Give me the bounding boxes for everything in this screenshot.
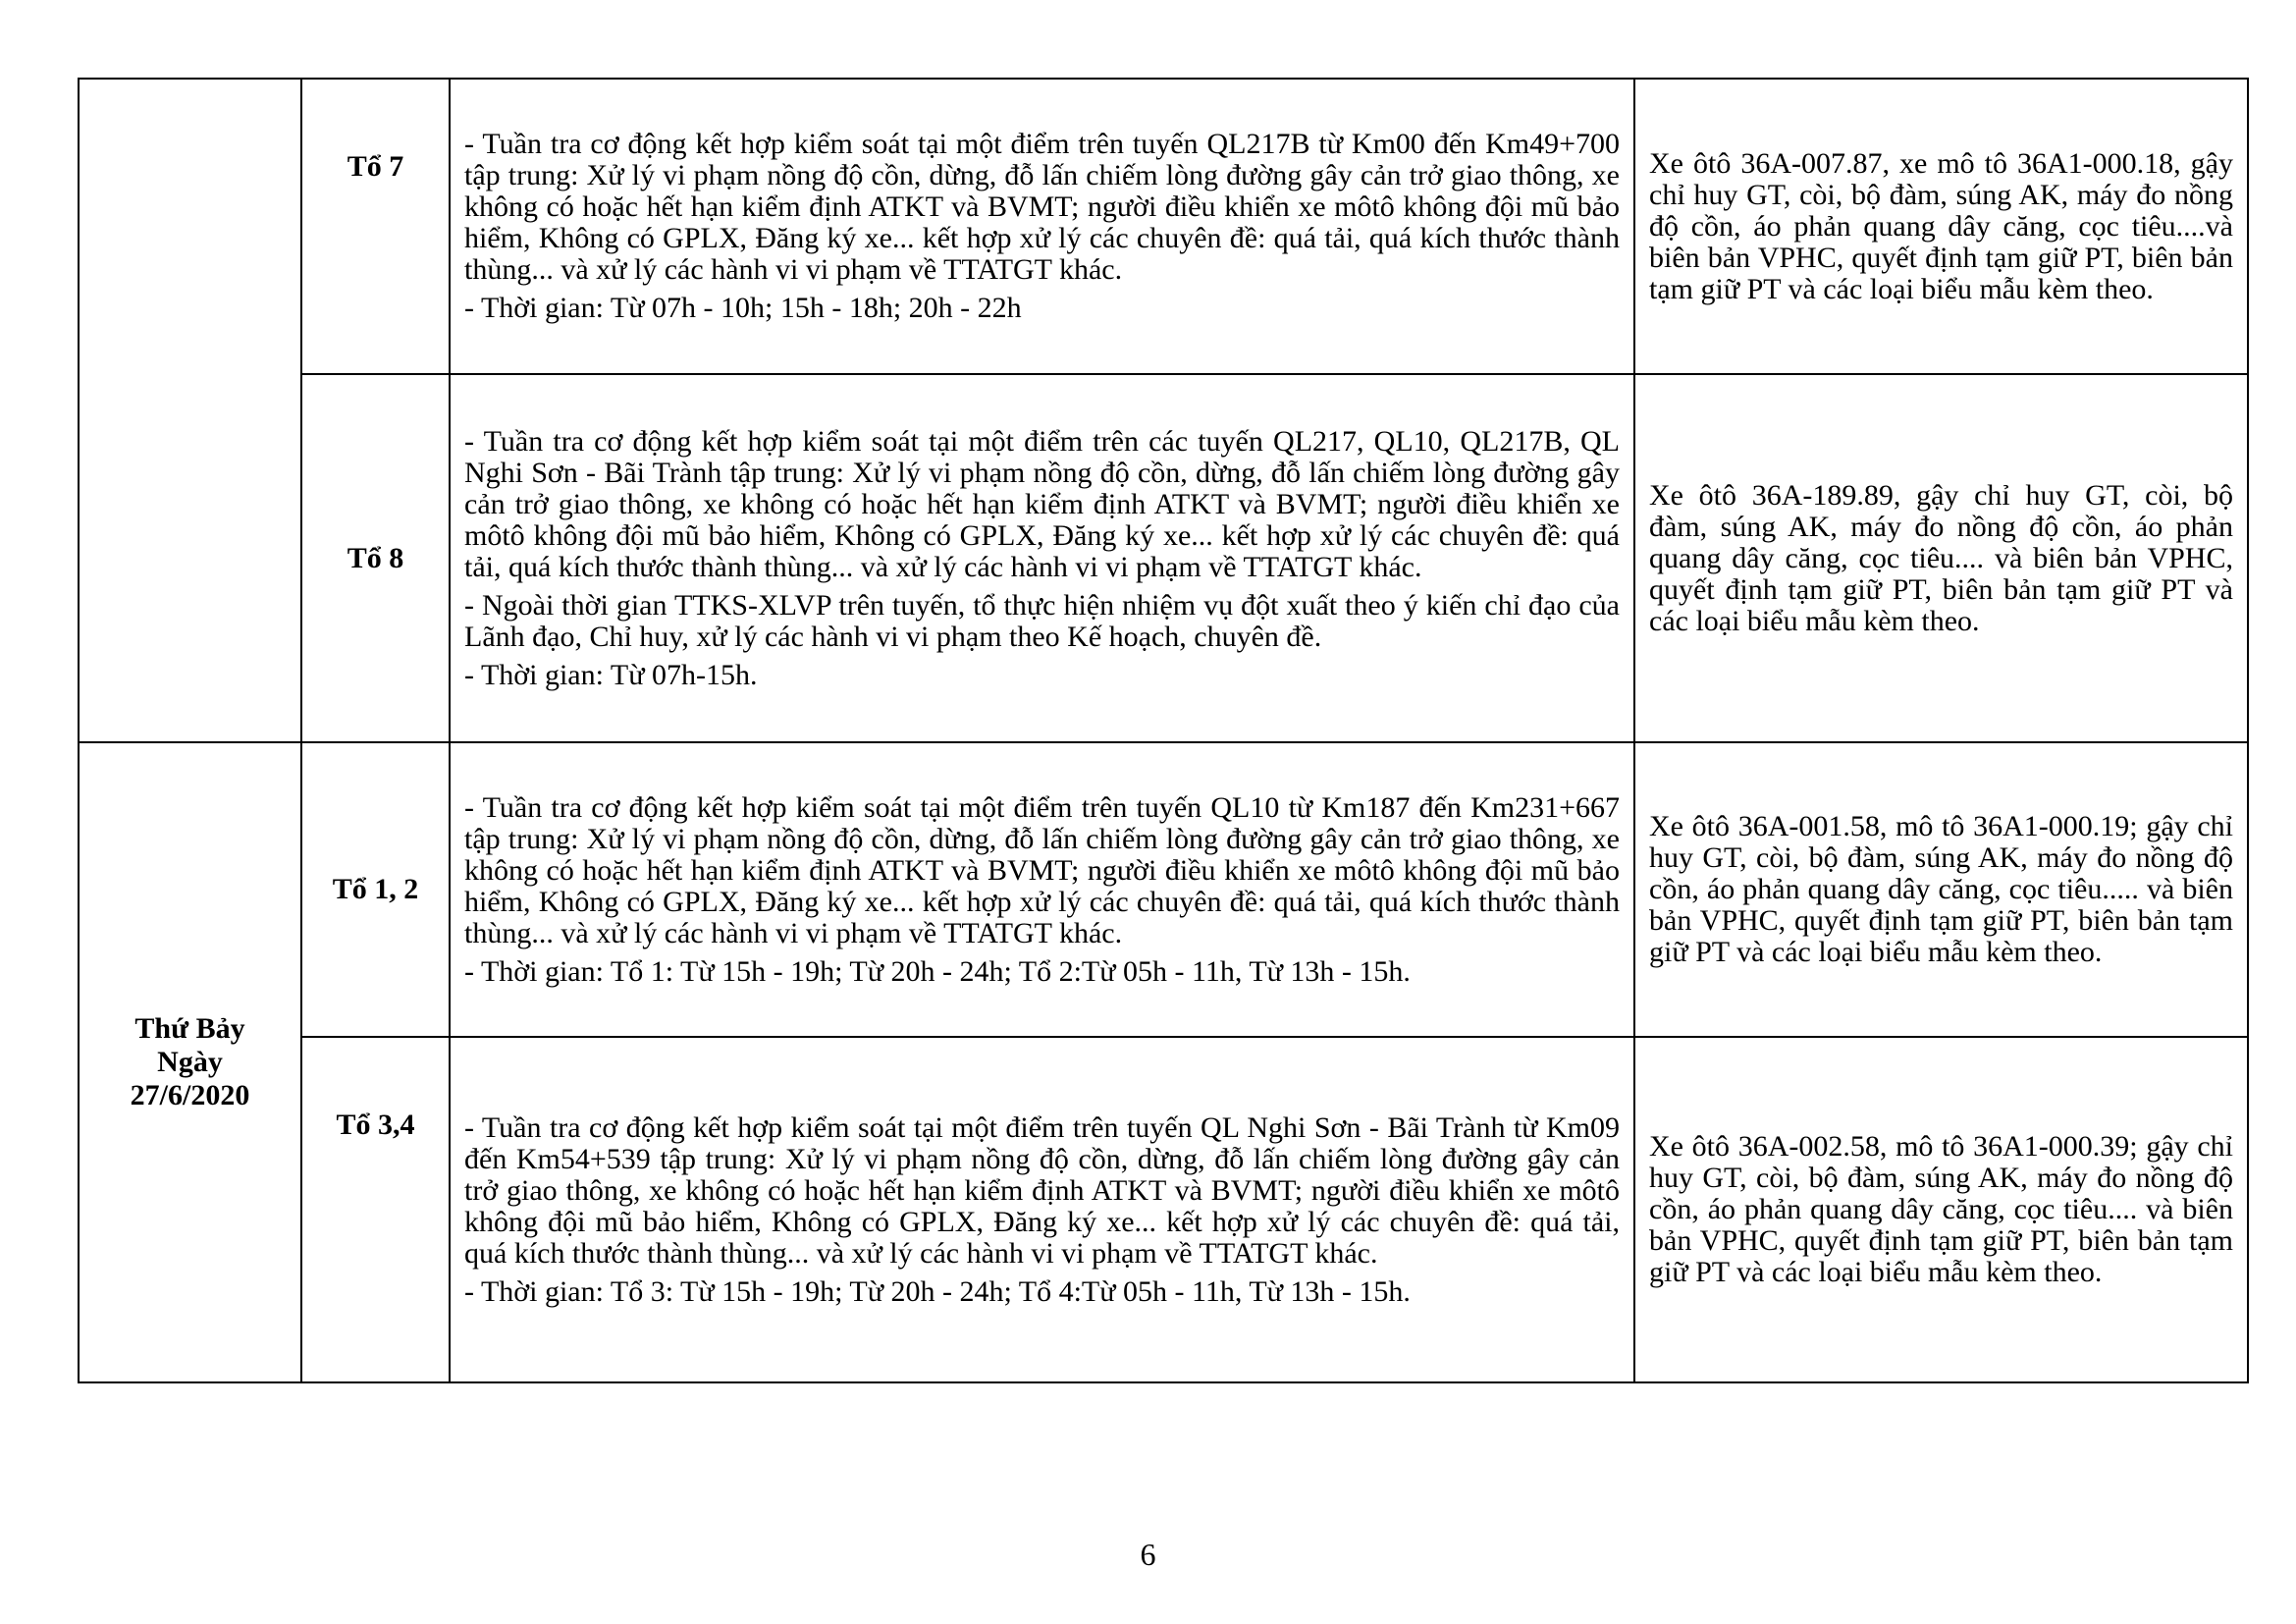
table-row — [79, 79, 2248, 374]
equipment-cell: Xe ôtô 36A-007.87, xe mô tô 36A1-000.18, gậy chỉ huy GT, còi, bộ đàm, súng AK, máy đo nồng độ cồn, áo phản quang dây căng, cọc tiêu....và biên bản VPHC, quyết định tạm giữ PT, biên bản tạm giữ PT và các loại biểu mẫu kèm theo. — [1634, 79, 2248, 374]
task-time: - Thời gian: Tổ 3: Từ 15h - 19h; Từ 20h - 24h; Tổ 4:Từ 05h - 11h, Từ 13h - 15h. — [464, 1274, 1411, 1308]
task-time: - Thời gian: Từ 07h - 10h; 15h - 18h; 20h - 22h — [464, 292, 1022, 324]
task-paragraph: - Tuần tra cơ động kết hợp kiểm soát tại một điểm trên tuyến QL10 từ Km187 đến Km231+667 tập trung: Xử lý vi phạm nồng độ cồn, dừng, đỗ lấn chiếm lòng đường gây cản trở giao thông, xe không có hoặc hết hạn kiểm định ATKT và BVMT; người điều khiển xe môtô không đội mũ bảo hiểm, Không có GPLX, Đăng ký xe... kết hợp xử lý các chuyên đề: quá tải, quá kích thước thành thùng... và xử lý các hành vi vi phạm về TTATGT khác. — [464, 790, 1620, 949]
team-cell: Tổ 1, 2 — [301, 742, 450, 1037]
task-cell — [450, 79, 1634, 374]
task-time: - Thời gian: Tổ 1: Từ 15h - 19h; Từ 20h - 24h; Tổ 2:Từ 05h - 11h, Từ 13h - 15h. — [464, 954, 1411, 988]
schedule-table — [78, 78, 2249, 1383]
page-number: 6 — [1140, 1537, 1156, 1572]
equipment-cell: Xe ôtô 36A-189.89, gậy chỉ huy GT, còi, bộ đàm, súng AK, máy đo nồng độ cồn, áo phản quang dây căng, cọc tiêu.... và biên bản VPHC, quyết định tạm giữ PT, biên bản tạm giữ PT và các loại biểu mẫu kèm theo. — [1634, 374, 2248, 742]
task-cell — [450, 742, 1634, 1037]
task-cell — [450, 1037, 1634, 1382]
day-date: 27/6/2020 — [130, 1079, 250, 1111]
task-paragraph: - Tuần tra cơ động kết hợp kiểm soát tại một điểm trên các tuyến QL217, QL10, QL217B, QL Nghi Sơn - Bãi Trành tập trung: Xử lý vi phạm nồng độ cồn, dừng, đỗ lấn chiếm lòng đường gây cản trở giao thông, xe không có hoặc hết hạn kiểm định ATKT và BVMT; người điều khiển xe môtô không đội mũ bảo hiểm, Không có GPLX, Đăng ký xe... kết hợp xử lý các chuyên đề: quá tải, quá kích thước thành thùng... và xử lý các hành vi vi phạm về TTATGT khác. — [464, 424, 1620, 583]
day-weekday: Thứ Bảy — [134, 1012, 245, 1045]
task-paragraph: - Tuần tra cơ động kết hợp kiểm soát tại một điểm trên tuyến QL217B từ Km00 đến Km49+700 tập trung: Xử lý vi phạm nồng độ cồn, dừng, đỗ lấn chiếm lòng đường gây cản trở giao thông, xe không có hoặc hết hạn kiểm định ATKT và BVMT; người điều khiển xe môtô không đội mũ bảo hiểm, Không có GPLX, Đăng ký xe... kết hợp xử lý các chuyên đề: quá tải, quá kích thước thành thùng... và xử lý các hành vi vi phạm về TTATGT khác. — [464, 128, 1620, 286]
day-cell-empty — [79, 79, 301, 742]
task-paragraph: - Ngoài thời gian TTKS-XLVP trên tuyến, tổ thực hiện nhiệm vụ đột xuất theo ý kiến chỉ đạo của Lãnh đạo, Chỉ huy, xử lý các hành vi vi phạm theo Kế hoạch, chuyên đề. — [464, 588, 1620, 653]
team-cell: Tổ 7 — [301, 79, 450, 374]
day-label: Ngày — [157, 1046, 223, 1078]
task-cell — [450, 374, 1634, 742]
equipment-cell: Xe ôtô 36A-002.58, mô tô 36A1-000.39; gậy chỉ huy GT, còi, bộ đàm, súng AK, máy đo nồng độ cồn, áo phản quang dây căng, cọc tiêu.... và biên bản VPHC, quyết định tạm giữ PT, biên bản tạm giữ PT và các loại biểu mẫu kèm theo. — [1634, 1037, 2248, 1382]
day-cell — [79, 742, 301, 1382]
team-cell: Tổ 3,4 — [301, 1037, 450, 1382]
task-paragraph: - Tuần tra cơ động kết hợp kiểm soát tại một điểm trên tuyến QL Nghi Sơn - Bãi Trành từ Km09 đến Km54+539 tập trung: Xử lý vi phạm nồng độ cồn, dừng, đỗ lấn chiếm lòng đường gây cản trở giao thông, xe không có hoặc hết hạn kiểm định ATKT và BVMT; người điều khiển xe môtô không đội mũ bảo hiểm, Không có GPLX, Đăng ký xe... kết hợp xử lý các chuyên đề: quá tải, quá kích thước thành thùng... và xử lý các hành vi vi phạm về TTATGT khác. — [464, 1110, 1620, 1270]
team-cell: Tổ 8 — [301, 374, 450, 742]
task-time: - Thời gian: Từ 07h-15h. — [464, 658, 758, 691]
equipment-cell: Xe ôtô 36A-001.58, mô tô 36A1-000.19; gậy chỉ huy GT, còi, bộ đàm, súng AK, máy đo nồng độ cồn, áo phản quang dây căng, cọc tiêu..... và biên bản VPHC, quyết định tạm giữ PT, biên bản tạm giữ PT và các loại biểu mẫu kèm theo. — [1634, 742, 2248, 1037]
table-row — [79, 374, 2248, 742]
table-row — [79, 1037, 2248, 1382]
table-row — [79, 742, 2248, 1037]
